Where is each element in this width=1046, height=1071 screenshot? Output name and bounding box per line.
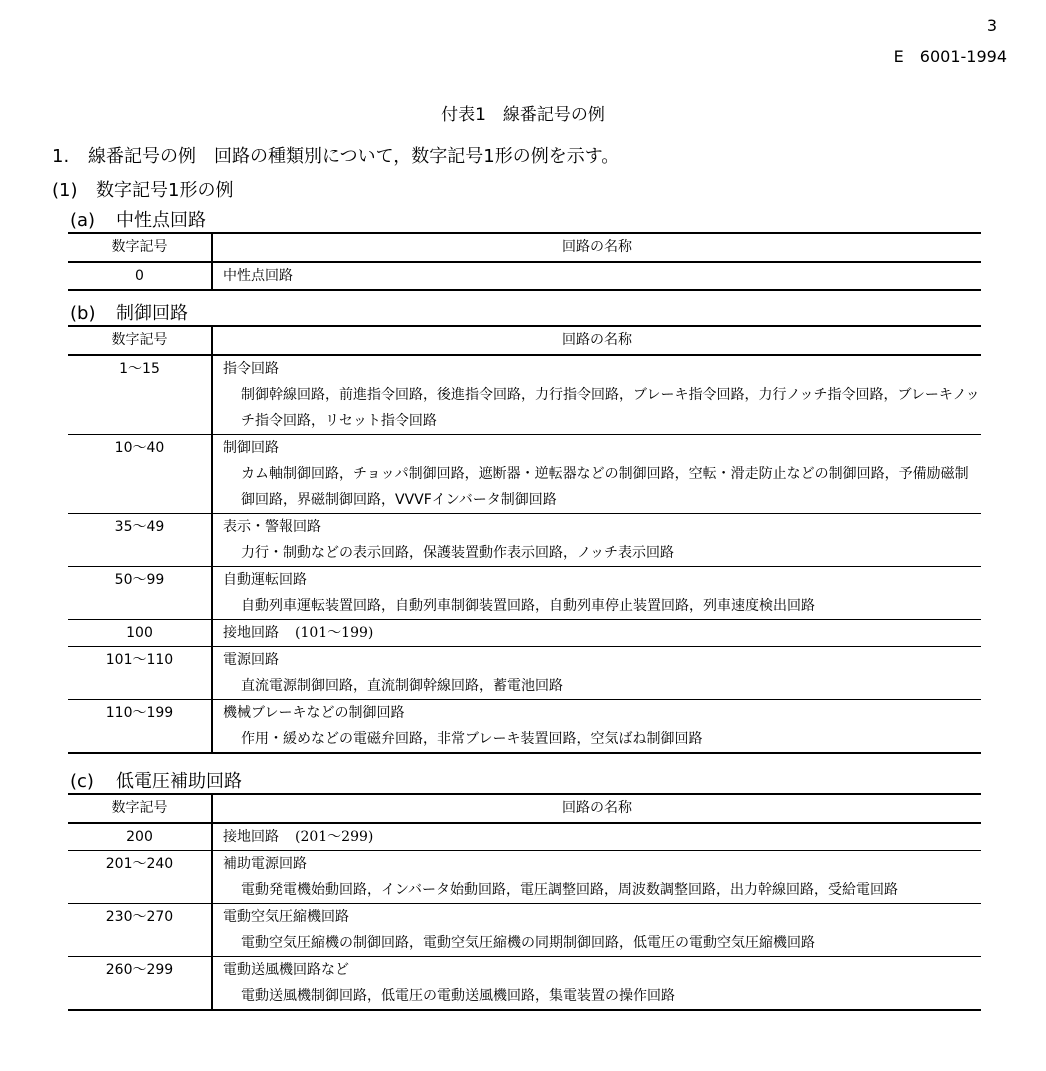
table-header-row (68, 794, 981, 823)
column-header-code: 数字記号 (68, 233, 212, 262)
table-a-title-text: 中性点回路 (116, 210, 206, 231)
table-row (68, 355, 981, 435)
code-cell: 1～15 (68, 355, 212, 435)
circuit-name-text: 電動送風機回路など (223, 962, 349, 978)
subsection-heading (52, 176, 233, 202)
circuit-name-text: 機械ブレーキなどの制御回路 (223, 705, 405, 721)
circuit-name-text: 電源回路 (223, 652, 279, 668)
table-a-label: (a) (70, 210, 96, 231)
circuit-name (223, 567, 981, 593)
circuit-name-cell (212, 435, 981, 514)
section-heading-text: 線番記号の例 回路の種類別について，数字記号1形の例を示す。 (88, 146, 620, 167)
circuit-description: 電動発電機始動回路，インバータ始動回路，電圧調整回路，周波数調整回路，出力幹線回路，受給電回路 (241, 882, 899, 898)
code-cell: 50～99 (68, 567, 212, 620)
circuit-name-cell (212, 700, 981, 754)
code-cell: 10～40 (68, 435, 212, 514)
page-number: 3 (986, 16, 997, 35)
table-control-circuit (68, 325, 981, 754)
circuit-name-cell (212, 904, 981, 957)
circuit-name-text: 電動空気圧縮機回路 (223, 909, 349, 925)
circuit-description: 自動列車運転装置回路，自動列車制御装置回路，自動列車停止装置回路，列車速度検出回路 (241, 598, 815, 614)
circuit-name (223, 435, 981, 461)
column-header-code: 数字記号 (68, 794, 212, 823)
circuit-name-text: 接地回路 (223, 829, 279, 845)
code-cell: 35～49 (68, 514, 212, 567)
column-header-name: 回路の名称 (212, 794, 981, 823)
circuit-name (223, 824, 981, 850)
table-row (68, 514, 981, 567)
number-range: (101～199) (295, 625, 374, 641)
table-row (68, 567, 981, 620)
column-header-code: 数字記号 (68, 326, 212, 355)
circuit-name-cell (212, 355, 981, 435)
document-code: E 6001-1994 (893, 47, 1007, 66)
table-row (68, 851, 981, 904)
table-row (68, 620, 981, 647)
circuit-name-cell (212, 262, 981, 290)
circuit-name-text: 接地回路 (223, 625, 279, 641)
circuit-name (223, 647, 981, 673)
circuit-name (223, 263, 981, 289)
circuit-description: 電動送風機制御回路，低電圧の電動送風機回路，集電装置の操作回路 (241, 988, 675, 1004)
code-cell: 100 (68, 620, 212, 647)
table-row (68, 700, 981, 754)
circuit-name (223, 356, 981, 382)
subsection-number: (1) (52, 180, 78, 201)
circuit-name (223, 904, 981, 930)
table-b-title (70, 299, 188, 325)
table-row (68, 823, 981, 851)
code-cell: 230～270 (68, 904, 212, 957)
circuit-name-cell (212, 647, 981, 700)
table-row (68, 435, 981, 514)
code-cell: 110～199 (68, 700, 212, 754)
table-c-title-text: 低電圧補助回路 (116, 771, 242, 792)
circuit-name-text: 補助電源回路 (223, 856, 307, 872)
table-row (68, 957, 981, 1011)
number-range: (201～299) (295, 829, 374, 845)
circuit-name-text: 自動運転回路 (223, 572, 307, 588)
circuit-name-cell (212, 851, 981, 904)
column-header-name: 回路の名称 (212, 233, 981, 262)
appendix-title: 付表1 線番記号の例 (441, 105, 605, 125)
circuit-name-cell (212, 823, 981, 851)
table-header-row (68, 233, 981, 262)
circuit-name-text: 制御回路 (223, 440, 279, 456)
circuit-name (223, 620, 981, 646)
circuit-name-cell (212, 620, 981, 647)
circuit-name (223, 514, 981, 540)
circuit-name (223, 851, 981, 877)
code-cell: 260～299 (68, 957, 212, 1011)
code-cell: 200 (68, 823, 212, 851)
table-b-label: (b) (70, 303, 96, 324)
table-c-label: (c) (70, 771, 94, 792)
table-row (68, 647, 981, 700)
column-header-name: 回路の名称 (212, 326, 981, 355)
circuit-description: 作用・緩めなどの電磁弁回路，非常ブレーキ装置回路，空気ばね制御回路 (241, 731, 703, 747)
table-low-voltage-auxiliary-circuit (68, 793, 981, 1011)
circuit-name-cell (212, 567, 981, 620)
code-cell: 101～110 (68, 647, 212, 700)
table-row (68, 904, 981, 957)
code-cell: 0 (68, 262, 212, 290)
section-number: 1. (52, 146, 70, 167)
table-neutral-circuit (68, 232, 981, 291)
circuit-description: 力行・制動などの表示回路，保護装置動作表示回路，ノッチ表示回路 (241, 545, 675, 561)
table-c-title (70, 767, 242, 793)
circuit-description: カム軸制御回路，チョッパ制御回路，遮断器・逆転器などの制御回路，空転・滑走防止などの制御回路，予備励磁制御回路，界磁制御回路，VVVFインバータ制御回路 (241, 466, 969, 508)
circuit-name-cell (212, 514, 981, 567)
circuit-name-text: 中性点回路 (223, 268, 293, 284)
table-header-row (68, 326, 981, 355)
circuit-name (223, 700, 981, 726)
code-cell: 201～240 (68, 851, 212, 904)
circuit-description: 制御幹線回路，前進指令回路，後進指令回路，力行指令回路，ブレーキ指令回路，力行ノッチ指令回路，ブレーキノッチ指令回路，リセット指令回路 (241, 387, 980, 429)
table-row (68, 262, 981, 290)
subsection-heading-text: 数字記号1形の例 (96, 180, 234, 201)
circuit-description: 電動空気圧縮機の制御回路，電動空気圧縮機の同期制御回路，低電圧の電動空気圧縮機回路 (241, 935, 815, 951)
circuit-name-text: 指令回路 (223, 361, 279, 377)
circuit-name-cell (212, 957, 981, 1011)
section-heading (52, 142, 619, 168)
circuit-name-text: 表示・警報回路 (223, 519, 321, 535)
table-a-title (70, 206, 206, 232)
circuit-description: 直流電源制御回路，直流制御幹線回路，蓄電池回路 (241, 678, 563, 694)
table-b-title-text: 制御回路 (116, 303, 188, 324)
circuit-name (223, 957, 981, 983)
